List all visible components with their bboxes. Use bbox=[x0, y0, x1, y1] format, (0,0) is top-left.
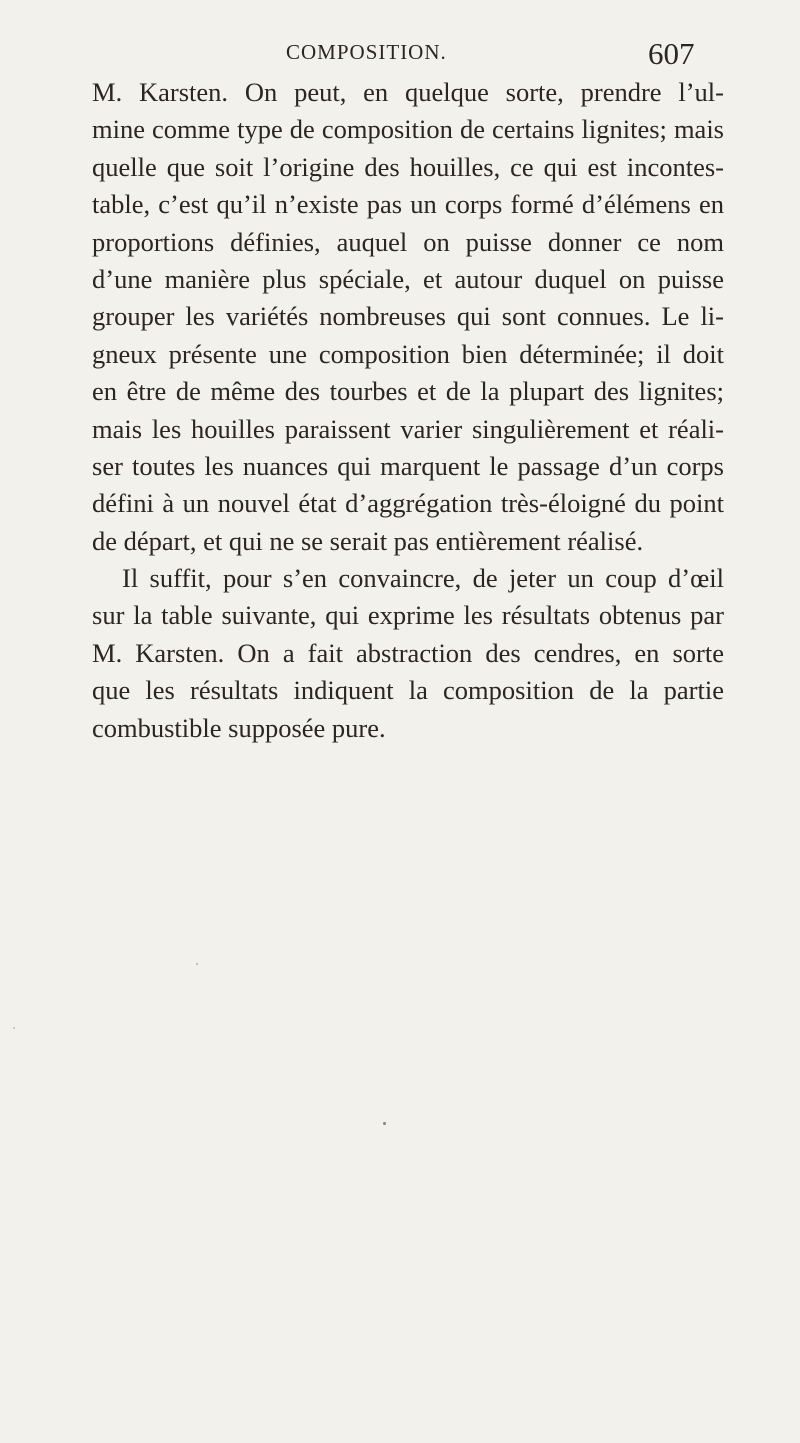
paper-speck bbox=[13, 1027, 15, 1029]
paper-speck bbox=[383, 1122, 386, 1125]
text-line: mine comme type de composition de certains lignites; mais bbox=[92, 114, 724, 145]
text-line: en être de même des tourbes et de la plupart des lignites; bbox=[92, 376, 724, 407]
text-line: M. Karsten. On a fait abstraction des cendres, en sorte bbox=[92, 637, 724, 668]
text-line: ser toutes les nuances qui marquent le passage d’un corps bbox=[92, 450, 724, 481]
text-line: M. Karsten. On peut, en quelque sorte, prendre l’ul- bbox=[92, 77, 724, 107]
text-line: proportions définies, auquel on puisse donner ce nom bbox=[92, 226, 724, 257]
paragraph-end-line: de départ, et qui ne se serait pas entièrement réalisé. bbox=[92, 525, 644, 556]
text-line: défini à un nouvel état d’aggrégation très-éloigné du point bbox=[92, 488, 724, 519]
paper-speck bbox=[196, 963, 198, 965]
text-line: mais les houilles paraissent varier singulièrement et réali- bbox=[92, 413, 724, 444]
text-line: gneux présente une composition bien déterminée; il doit bbox=[92, 338, 724, 369]
page-number: 607 bbox=[648, 36, 695, 71]
text-line: sur la table suivante, qui exprime les résultats obtenus par bbox=[92, 600, 724, 631]
running-head bbox=[0, 36, 800, 76]
body-text bbox=[92, 74, 724, 747]
paragraph-end-line: combustible supposée pure. bbox=[92, 712, 386, 743]
text-line: quelle que soit l’origine des houilles, ce qui est incontes- bbox=[92, 151, 724, 182]
paragraph-start-line: Il suffit, pour s’en convaincre, de jeter un coup d’œil bbox=[122, 563, 724, 594]
text-line: que les résultats indiquent la composition de la partie bbox=[92, 675, 724, 706]
text-line: table, c’est qu’il n’existe pas un corps formé d’élémens en bbox=[92, 189, 724, 220]
text-line: d’une manière plus spéciale, et autour duquel on puisse bbox=[92, 263, 724, 294]
text-line: grouper les variétés nombreuses qui sont connues. Le li- bbox=[92, 301, 724, 332]
header-title: COMPOSITION. bbox=[286, 40, 447, 64]
